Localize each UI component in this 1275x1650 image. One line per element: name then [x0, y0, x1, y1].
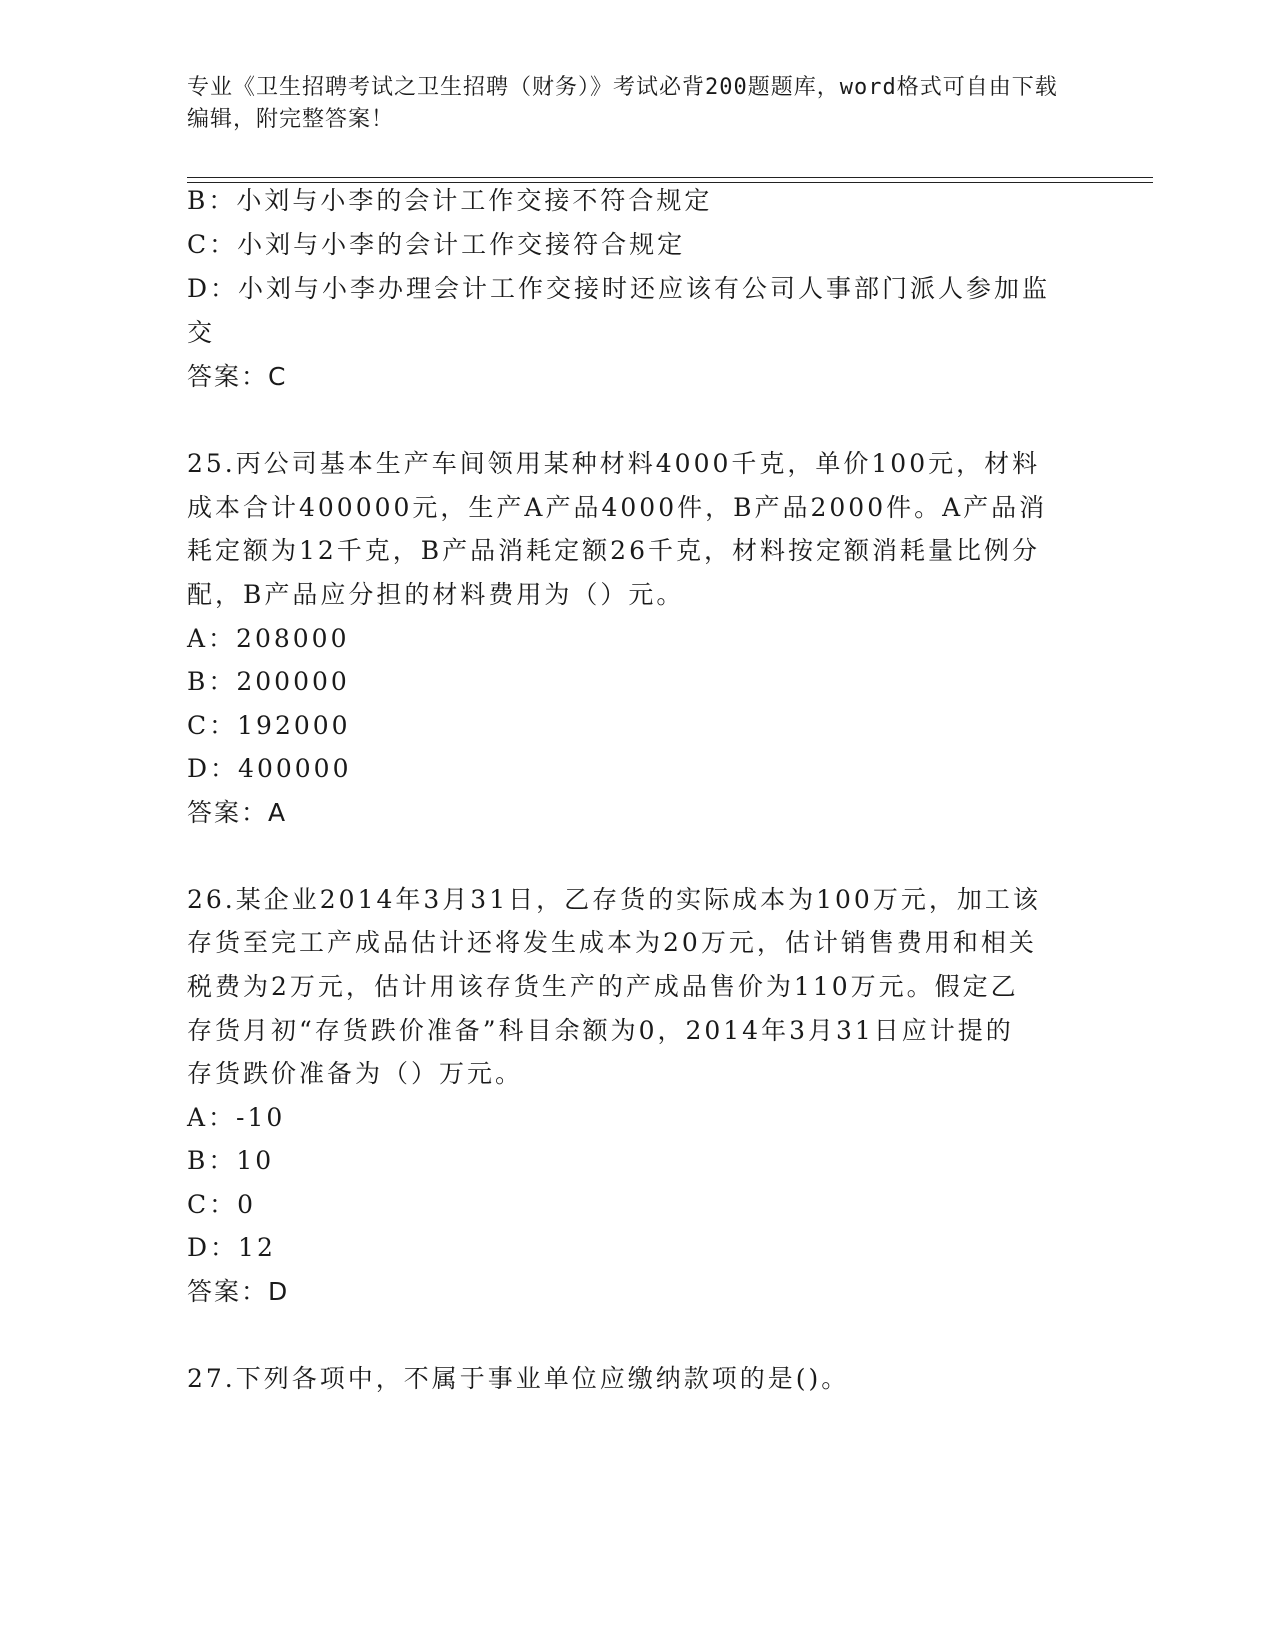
q24-option-c: C：小刘与小李的会计工作交接符合规定 — [187, 230, 686, 259]
q24-answer: 答案：C — [187, 362, 288, 391]
q25-stem-line3: 耗定额为12千克，B产品消耗定额26千克，材料按定额消耗量比例分 — [187, 536, 1040, 565]
header-rule-bottom — [187, 182, 1153, 183]
q24-option-d-line1: D：小刘与小李办理会计工作交接时还应该有公司人事部门派人参加监 — [187, 274, 1051, 303]
q25-option-d: D：400000 — [187, 754, 352, 783]
q24-option-d-line2: 交 — [187, 318, 216, 347]
q25-stem-line1: 25.丙公司基本生产车间领用某种材料4000千克，单价100元，材料 — [187, 449, 1041, 478]
q26-option-b: B：10 — [187, 1146, 275, 1175]
q25-answer: 答案：A — [187, 798, 288, 827]
q25-option-b: B：200000 — [187, 667, 350, 696]
q26-stem-line2: 存货至完工产成品估计还将发生成本为20万元，估计销售费用和相关 — [187, 928, 1037, 957]
q27-stem-line1: 27.下列各项中，不属于事业单位应缴纳款项的是()。 — [187, 1364, 850, 1393]
q26-option-a: A：-10 — [187, 1103, 286, 1132]
q26-option-c: C：0 — [187, 1190, 257, 1219]
header-rule-top — [187, 177, 1153, 178]
q26-stem-line1: 26.某企业2014年3月31日，乙存货的实际成本为100万元，加工该 — [187, 885, 1041, 914]
document-header: 专业《卫生招聘考试之卫生招聘（财务）》考试必背200题题库，word格式可自由下载编辑，附完整答案！ — [187, 75, 1058, 132]
q26-stem-line4: 存货月初“存货跌价准备”科目余额为0，2014年3月31日应计提的 — [187, 1016, 1014, 1045]
q26-option-d: D：12 — [187, 1233, 276, 1262]
q26-stem-line3: 税费为2万元，估计用该存货生产的产成品售价为110万元。假定乙 — [187, 972, 1019, 1001]
q26-stem-line5: 存货跌价准备为（）万元。 — [187, 1059, 524, 1088]
q25-option-c: C：192000 — [187, 711, 351, 740]
q25-option-a: A：208000 — [187, 624, 350, 653]
q24-option-b: B：小刘与小李的会计工作交接不符合规定 — [187, 186, 713, 215]
q25-stem-line4: 配，B产品应分担的材料费用为（）元。 — [187, 580, 685, 609]
q26-answer: 答案：D — [187, 1277, 290, 1306]
q25-stem-line2: 成本合计400000元，生产A产品4000件，B产品2000件。A产品消 — [187, 493, 1048, 522]
